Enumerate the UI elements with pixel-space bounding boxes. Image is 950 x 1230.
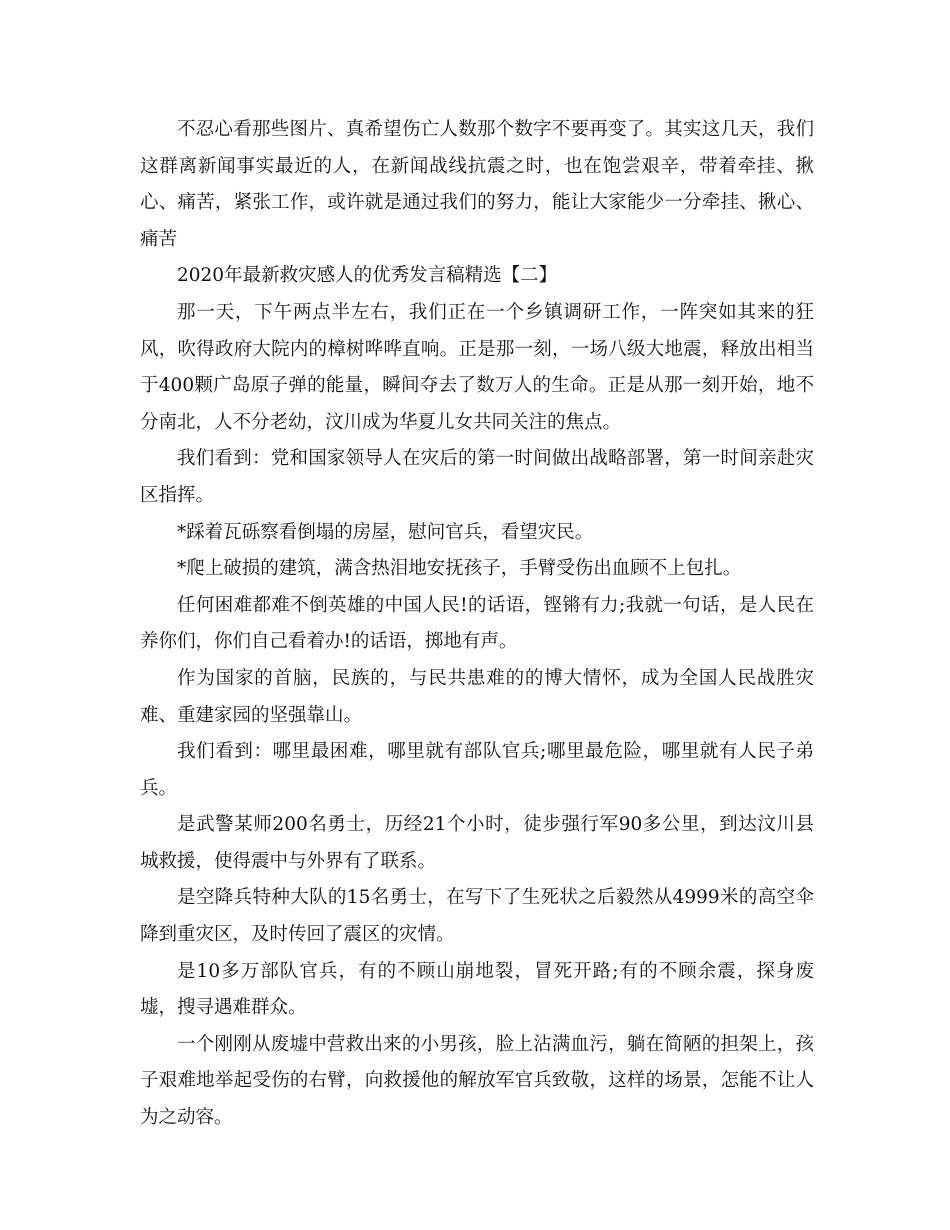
paragraph: 我们看到：党和国家领导人在灾后的第一时间做出战略部署，第一时间亲赴灾区指挥。 [140, 448, 814, 506]
paragraph: 那一天，下午两点半左右，我们正在一个乡镇调研工作，一阵突如其来的狂风，吹得政府大院内的樟树哗哗直响。正是那一刻，一场八级大地震，释放出相当于400颗广岛原子弹的能量，瞬间夺去了数万人的生命。正是从那一刻开始，地不分南北，人不分老幼，汶川成为华夏儿女共同关注的焦点。 [140, 301, 814, 433]
paragraph: *爬上破损的建筑，满含热泪地安抚孩子，手臂受伤出血顾不上包扎。 [177, 558, 742, 580]
paragraph: 一个刚刚从废墟中营救出来的小男孩，脸上沾满血污，躺在简陋的担架上，孩子艰难地举起受伤的右臂，向救援他的解放军官兵致敬，这样的场景，怎能不让人为之动容。 [140, 1033, 814, 1129]
paragraph: 是武警某师200名勇士，历经21个小时，徒步强行军90多公里，到达汶川县城救援，使得震中与外界有了联系。 [140, 814, 814, 872]
document-page [140, 112, 814, 1137]
paragraph: 不忍心看那些图片、真希望伤亡人数那个数字不要再变了。其实这几天，我们这群离新闻事实最近的人，在新闻战线抗震之时，也在饱尝艰辛，带着牵挂、揪心、痛苦，紧张工作，或许就是通过我们的努力，能让大家能少一分牵挂、揪心、痛苦 [140, 119, 814, 250]
paragraph: 我们看到：哪里最困难，哪里就有部队官兵;哪里最危险，哪里就有人民子弟兵。 [140, 741, 814, 799]
paragraph: *踩着瓦砾察看倒塌的房屋，慰问官兵，看望灾民。 [177, 521, 594, 543]
paragraph: 任何困难都难不倒英雄的中国人民!的话语，铿锵有力;我就一句话，是人民在养你们，你们自己看着办!的话语，掷地有声。 [140, 594, 814, 653]
paragraph: 是空降兵特种大队的15名勇士，在写下了生死状之后毅然从4999米的高空伞降到重灾区，及时传回了震区的灾情。 [140, 887, 814, 946]
paragraph: 是10多万部队官兵，有的不顾山崩地裂，冒死开路;有的不顾余震，探身废墟，搜寻遇难群众。 [140, 960, 814, 1019]
section-heading: 2020年最新救灾感人的优秀发言稿精选【二】 [177, 265, 558, 287]
paragraph: 作为国家的首脑，民族的，与民共患难的的博大情怀，成为全国人民战胜灾难、重建家园的坚强靠山。 [140, 667, 814, 726]
